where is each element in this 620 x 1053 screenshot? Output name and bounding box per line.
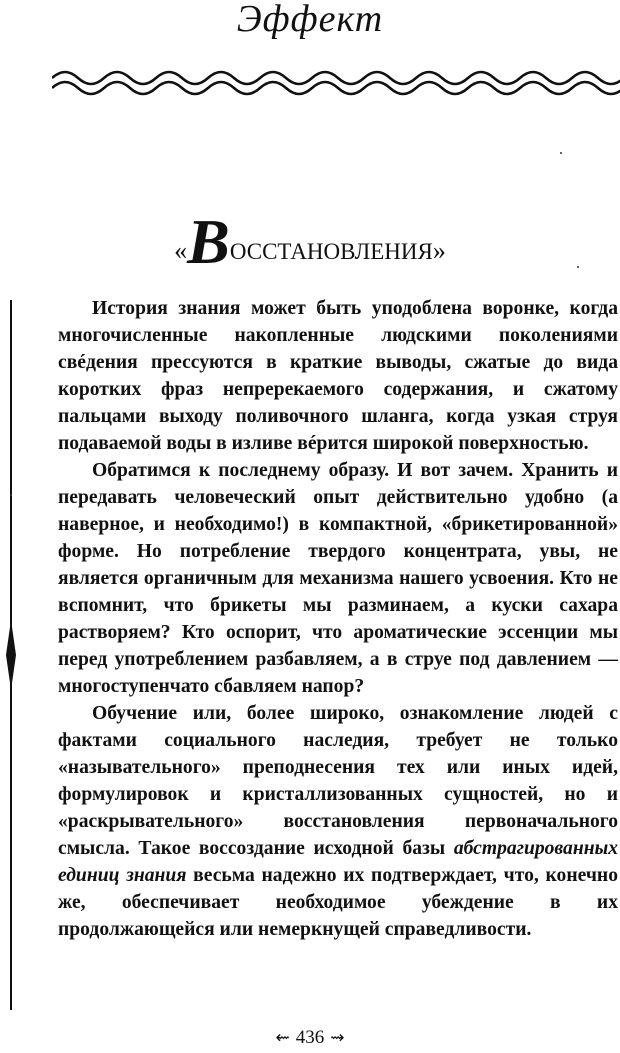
chapter-title xyxy=(0,206,620,281)
paragraph-3 xyxy=(58,700,618,943)
chapter-title-rest: осстановления xyxy=(229,231,433,267)
chapter-close-quote: » xyxy=(432,236,446,265)
paragraph-1: История знания может быть уподоблена воронке, когда многочисленные накопленные людскими поколениями свéдения прессуются в краткие выводы, сжатые до вида коротких фраз непререкаемого содержания, и сжатому пальцами выходу поливочного шланга, когда узкая струя подаваемой воды в изливе вéрится широкой поверхностью. xyxy=(58,298,618,454)
chapter-initial: В xyxy=(187,206,230,277)
side-ornament-rule xyxy=(4,300,18,1010)
print-speck xyxy=(577,266,579,268)
page-number: 436 xyxy=(295,1027,325,1048)
paragraph-3-start: Обучение или, более широко, ознакомление людей с фактами социального наследия, требует не только «назывательного» преподнесения тех или иных идей, формулировок и кристаллизованных сущностей, но и «раскрывательного» восстановления первоначального смысла. Такое воссоздание исходной базы xyxy=(58,703,618,859)
running-header: Эффект xyxy=(236,0,384,40)
paragraph-2: Обратимся к последнему образу. И вот зачем. Хранить и передавать человеческий опыт действительно удобно (а наверное, и необходимо!) в компактной, «брикетированной» форме. Но потребление твердого концентрата, увы, не является органичным для механизма нашего усвоения. Кто не вспомнит, что брикеты мы разминаем, а куски сахара растворяем? Кто оспорит, что ароматические эссенции мы перед употреблением разбавляем, а в струе под давлением — многоступенчато сбавляем напор? xyxy=(58,460,618,697)
wavy-divider xyxy=(52,66,620,100)
article-body xyxy=(58,295,618,943)
chapter-open-quote: « xyxy=(174,236,188,265)
page-footer xyxy=(0,1026,620,1050)
right-arrow-icon: ⇝ xyxy=(330,1028,345,1047)
print-speck xyxy=(10,494,12,496)
paragraph-3-end: весьма надежно их подтверждает, что, конечно же, обеспечивает необходимое убеждение в их продолжающейся или немеркнущей справедливости. xyxy=(58,865,618,940)
left-arrow-icon: ⇜ xyxy=(275,1028,290,1047)
print-speck xyxy=(560,152,562,154)
paragraph-3-italic: абстрагированных единиц знания xyxy=(58,838,618,886)
